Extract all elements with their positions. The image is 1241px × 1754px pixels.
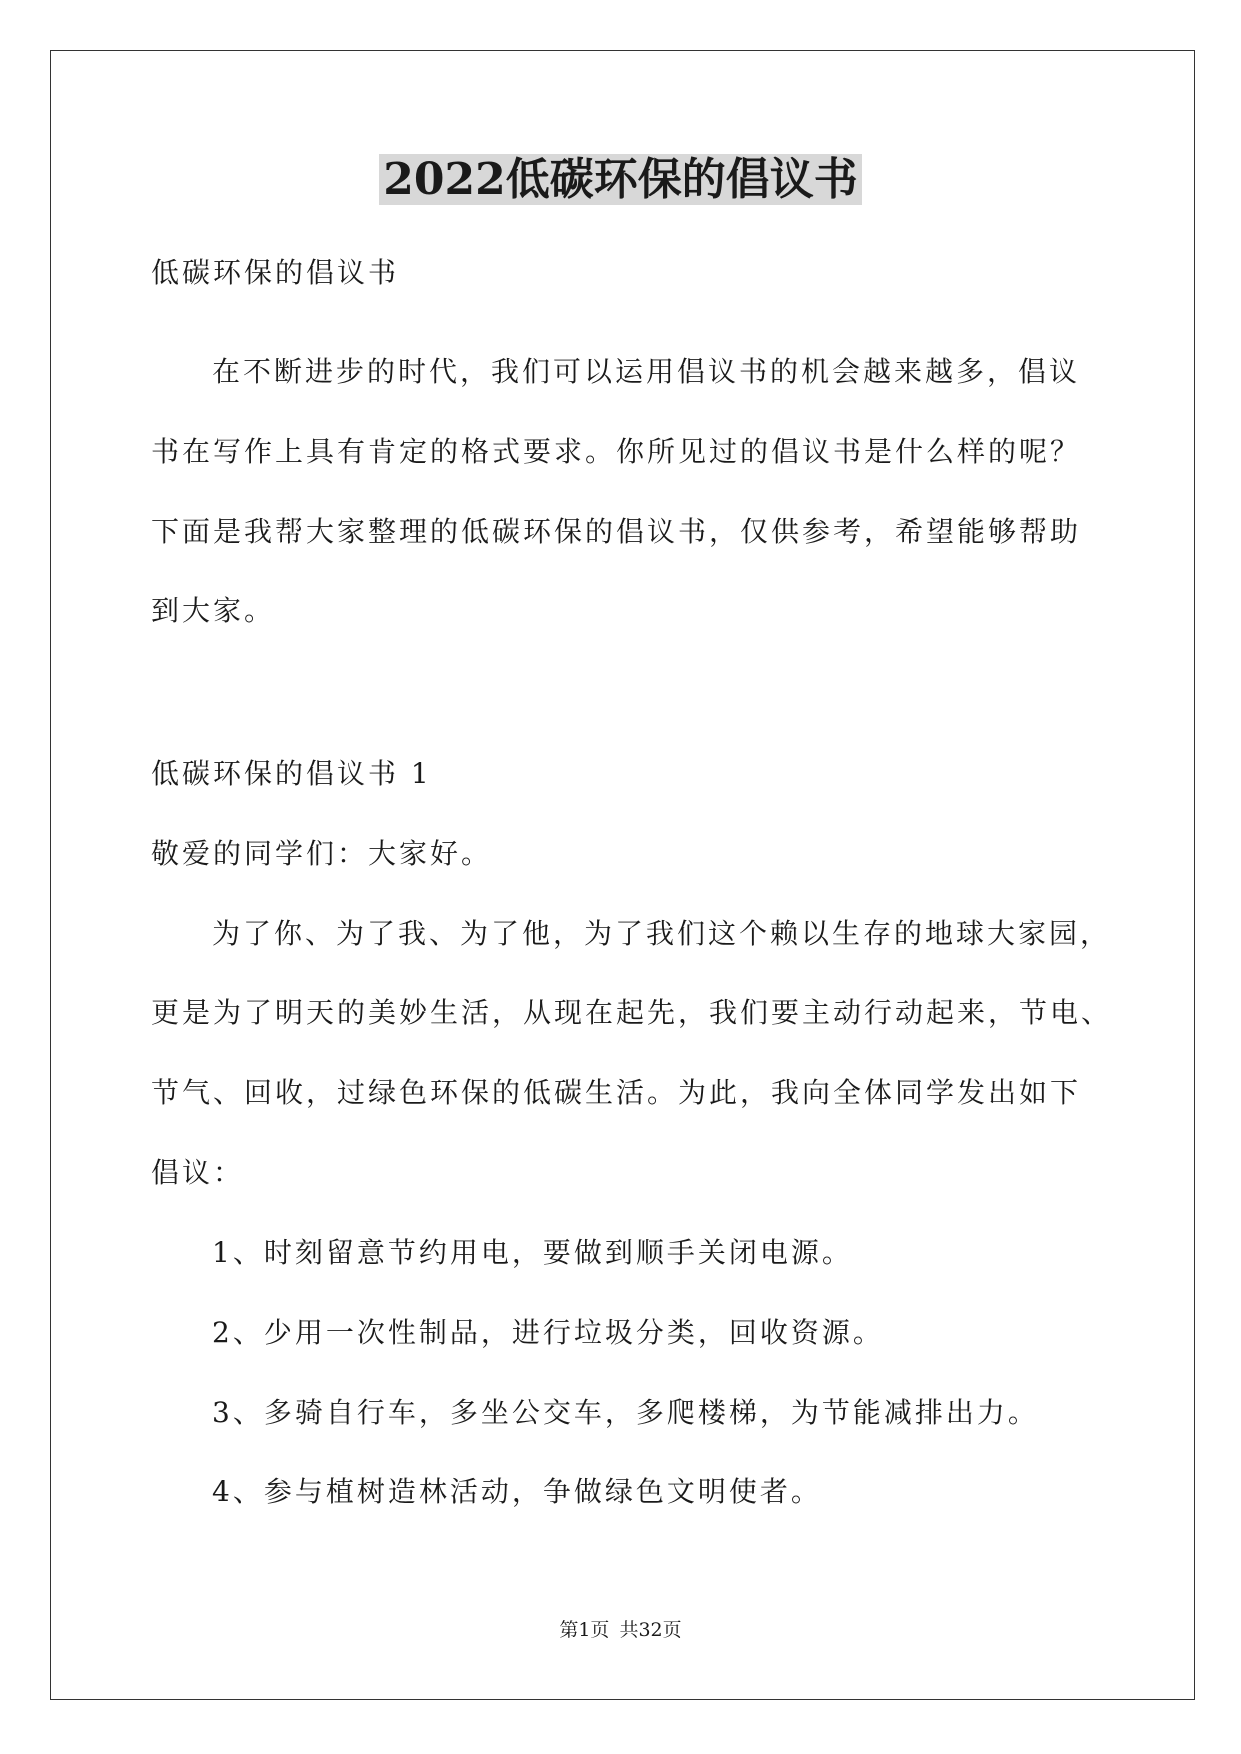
intro-line-1: 在不断进步的时代，我们可以运用倡议书的机会越来越多，倡议 [212, 355, 1081, 388]
intro-line-2: 书在写作上具有肯定的格式要求。你所见过的倡议书是什么样的呢？ [151, 435, 1082, 468]
page-number: 第1页 [559, 1619, 610, 1641]
page-total: 共32页 [619, 1619, 682, 1641]
page-border [50, 50, 1195, 1700]
greeting-line: 敬爱的同学们：大家好。 [151, 837, 493, 870]
list-item-4: 4、参与植树造林活动，争做绿色文明使者。 [212, 1475, 822, 1508]
document-title [0, 150, 1241, 210]
page-footer [0, 1617, 1241, 1643]
intro-line-4: 到大家。 [151, 594, 276, 627]
body-line-4: 倡议： [151, 1156, 245, 1189]
body-line-1: 为了你、为了我、为了他，为了我们这个赖以生存的地球大家园， [212, 917, 1112, 950]
intro-line-3: 下面是我帮大家整理的低碳环保的倡议书，仅供参考，希望能够帮助 [151, 515, 1082, 548]
body-line-2: 更是为了明天的美妙生活，从现在起先，我们要主动行动起来，节电、 [151, 996, 1113, 1029]
document-title-text: 2022低碳环保的倡议书 [379, 154, 861, 205]
list-item-2: 2、少用一次性制品，进行垃圾分类，回收资源。 [212, 1316, 884, 1349]
list-item-1: 1、时刻留意节约用电，要做到顺手关闭电源。 [212, 1236, 853, 1269]
body-line-3: 节气、回收，过绿色环保的低碳生活。为此，我向全体同学发出如下 [151, 1076, 1082, 1109]
subtitle-line: 低碳环保的倡议书 [151, 256, 400, 289]
list-item-3: 3、多骑自行车，多坐公交车，多爬楼梯，为节能减排出力。 [212, 1396, 1039, 1429]
section-heading: 低碳环保的倡议书 1 [151, 757, 432, 790]
